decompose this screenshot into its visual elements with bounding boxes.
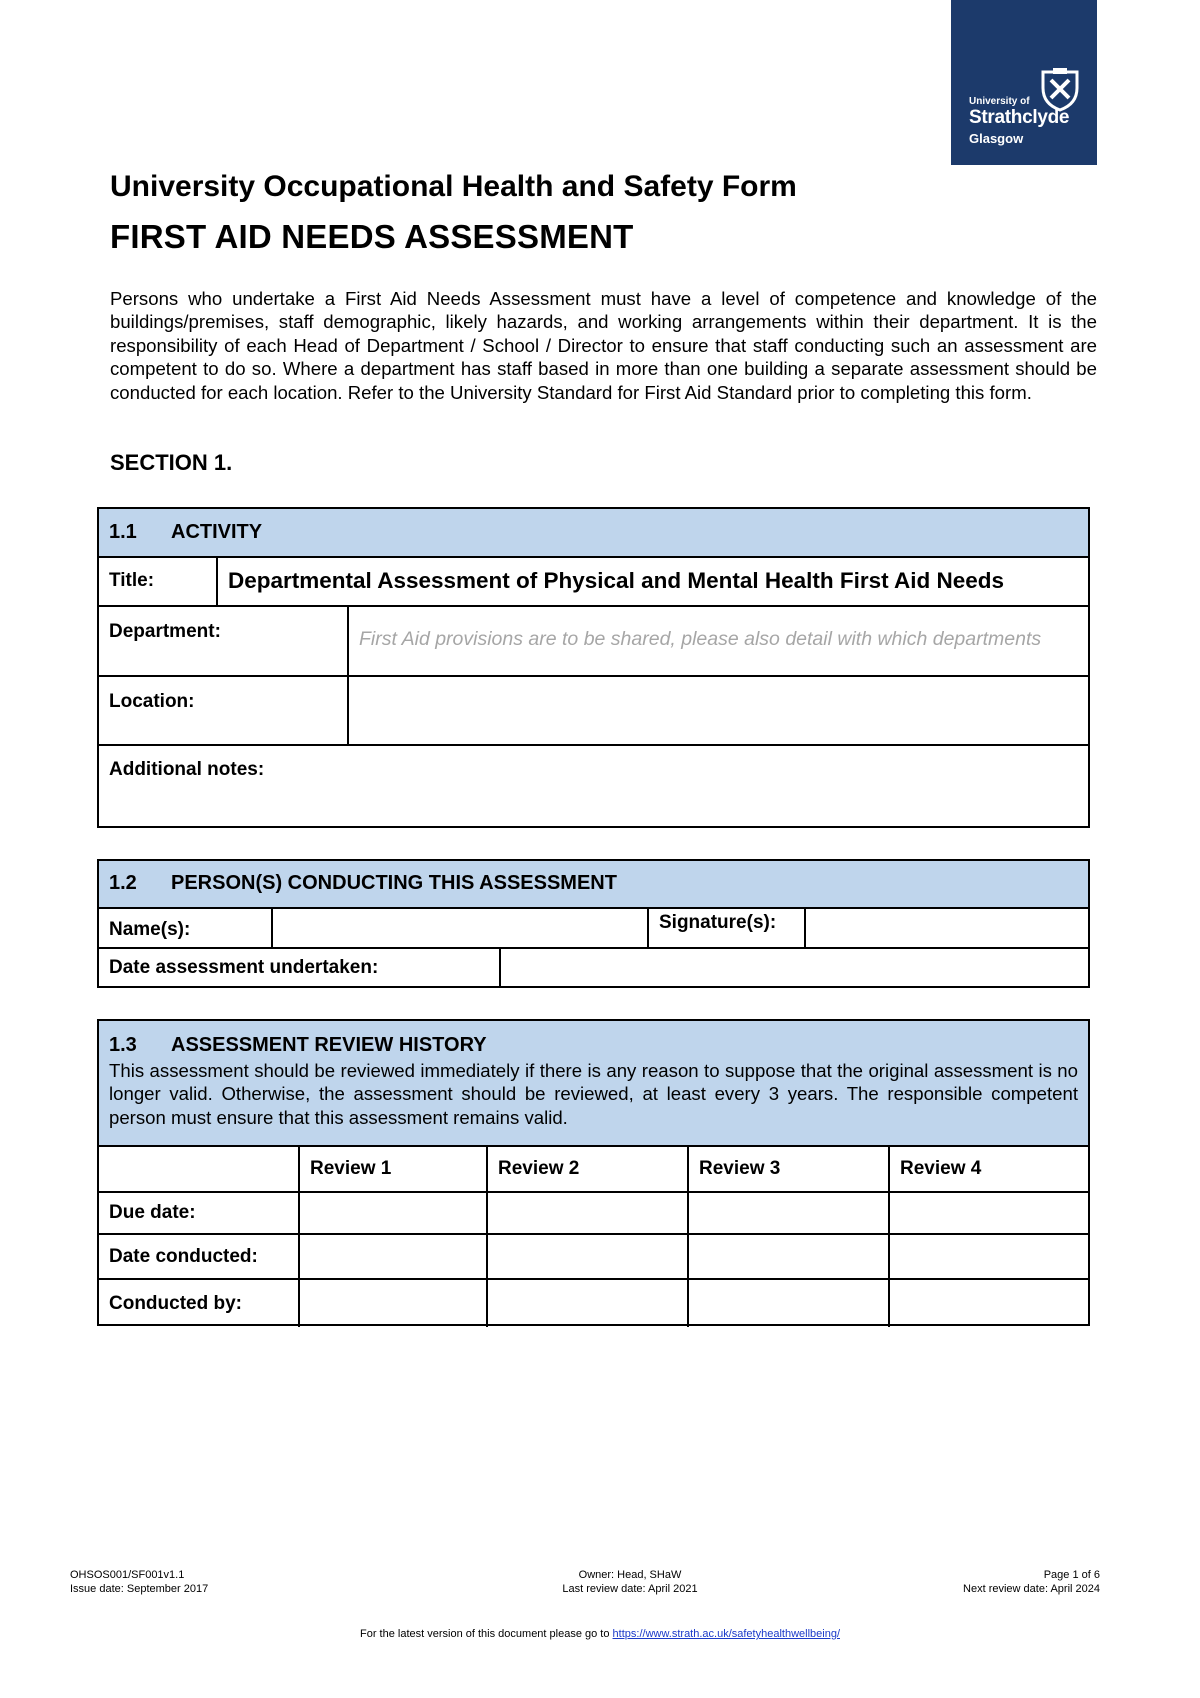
location-row: [99, 675, 1088, 744]
logo-line-1: University of: [969, 96, 1030, 107]
names-row: [99, 907, 1088, 947]
due-date-review-4[interactable]: [889, 1192, 1088, 1234]
notes-row[interactable]: [99, 744, 1088, 826]
location-label: Location:: [109, 691, 195, 712]
review-heading: ASSESSMENT REVIEW HISTORY: [171, 1034, 487, 1056]
signature-label: Signature(s):: [659, 912, 777, 933]
title-field[interactable]: [216, 558, 1088, 605]
date-row: [99, 947, 1088, 986]
review-header: [99, 1021, 1088, 1147]
doc-reference: OHSOS001/SF001v1.1: [70, 1569, 185, 1581]
org-title: University Occupational Health and Safety Form: [110, 170, 797, 203]
date-conducted-review-2[interactable]: [487, 1234, 688, 1279]
title-value: Departmental Assessment of Physical and Mental Health First Aid Needs: [228, 568, 1005, 593]
review-description: This assessment should be reviewed immediately if there is any reason to suppose that the original assessment is no longer valid. Otherwise, the assessment should be reviewed, at least every 3 years. The responsible competent person must ensure that this assessment remains valid.: [109, 1060, 1078, 1128]
review-column-4: Review 4: [889, 1146, 1088, 1192]
footer-right: [900, 1568, 1100, 1596]
conducted-by-label: Conducted by:: [99, 1279, 299, 1327]
due-date-review-3[interactable]: [688, 1192, 889, 1234]
review-table: [99, 1145, 1088, 1327]
footer-center: [480, 1568, 780, 1596]
department-row: [99, 605, 1088, 675]
form-title: FIRST AID NEEDS ASSESSMENT: [110, 218, 634, 255]
due-date-review-1[interactable]: [299, 1192, 487, 1234]
logo-line-2: Strathclyde: [969, 107, 1070, 128]
activity-header: [99, 509, 1088, 556]
table-row: [99, 1234, 1088, 1279]
review-column-3: Review 3: [688, 1146, 889, 1192]
department-label: Department:: [109, 621, 221, 642]
persons-number: 1.2: [109, 872, 137, 894]
activity-number: 1.1: [109, 521, 137, 543]
department-placeholder: First Aid provisions are to be shared, please also detail with which departments: [359, 628, 1042, 650]
page-number: Page 1 of 6: [1043, 1569, 1100, 1581]
review-column-1: Review 1: [299, 1146, 487, 1192]
due-date-review-2[interactable]: [487, 1192, 688, 1234]
department-field[interactable]: [347, 607, 1088, 675]
location-field[interactable]: [347, 677, 1088, 744]
latest-version-link[interactable]: https://www.strath.ac.uk/safetyhealthwellbeing/: [612, 1628, 840, 1640]
review-section: [97, 1019, 1090, 1326]
conducted-by-review-4[interactable]: [889, 1279, 1088, 1327]
intro-paragraph: Persons who undertake a First Aid Needs Assessment must have a level of competence and knowledge of the buildings/premises, staff demographic, likely hazards, and working arrangements within their department. It is the responsibility of each Head of Department / School / Director to ensure that staff conducting such an assessment are competent to do so. Where a department has staff based in more than one building a separate assessment should be conducted for each location. Refer to the University Standard for First Aid Standard prior to completing this form.: [110, 288, 1097, 403]
notes-label: Additional notes:: [109, 759, 265, 780]
section-heading: SECTION 1.: [110, 450, 233, 475]
review-number: 1.3: [109, 1034, 137, 1056]
names-field[interactable]: [271, 909, 647, 947]
persons-section: [97, 859, 1090, 988]
owner: Owner: Head, SHaW: [578, 1569, 682, 1581]
footer-latest-version: [200, 1627, 1000, 1641]
footer-left: [70, 1568, 208, 1596]
title-row: [99, 556, 1088, 605]
table-row: [99, 1192, 1088, 1234]
conducted-by-review-1[interactable]: [299, 1279, 487, 1327]
date-field[interactable]: [499, 949, 1088, 986]
crest-icon: [1039, 68, 1081, 112]
table-row: [99, 1279, 1088, 1327]
date-label: Date assessment undertaken:: [109, 957, 379, 978]
date-conducted-review-4[interactable]: [889, 1234, 1088, 1279]
names-label: Name(s):: [109, 919, 191, 940]
activity-heading: ACTIVITY: [171, 521, 263, 543]
persons-header: [99, 861, 1088, 907]
due-date-label: Due date:: [99, 1192, 299, 1234]
latest-version-text: For the latest version of this document please go to: [360, 1628, 610, 1640]
logo-line-3: Glasgow: [969, 131, 1024, 146]
conducted-by-review-2[interactable]: [487, 1279, 688, 1327]
conducted-by-review-3[interactable]: [688, 1279, 889, 1327]
persons-heading: PERSON(S) CONDUCTING THIS ASSESSMENT: [171, 872, 617, 894]
signature-field[interactable]: [804, 909, 1088, 947]
review-column-2: Review 2: [487, 1146, 688, 1192]
date-conducted-label: Date conducted:: [99, 1234, 299, 1279]
date-conducted-review-1[interactable]: [299, 1234, 487, 1279]
next-review-date: Next review date: April 2024: [963, 1583, 1100, 1595]
date-conducted-review-3[interactable]: [688, 1234, 889, 1279]
last-review-date: Last review date: April 2021: [562, 1583, 698, 1595]
activity-section: [97, 507, 1090, 828]
university-logo: [951, 0, 1097, 165]
review-header-row: [99, 1146, 1088, 1192]
title-label: Title:: [109, 570, 155, 591]
issue-date: Issue date: September 2017: [70, 1583, 209, 1595]
